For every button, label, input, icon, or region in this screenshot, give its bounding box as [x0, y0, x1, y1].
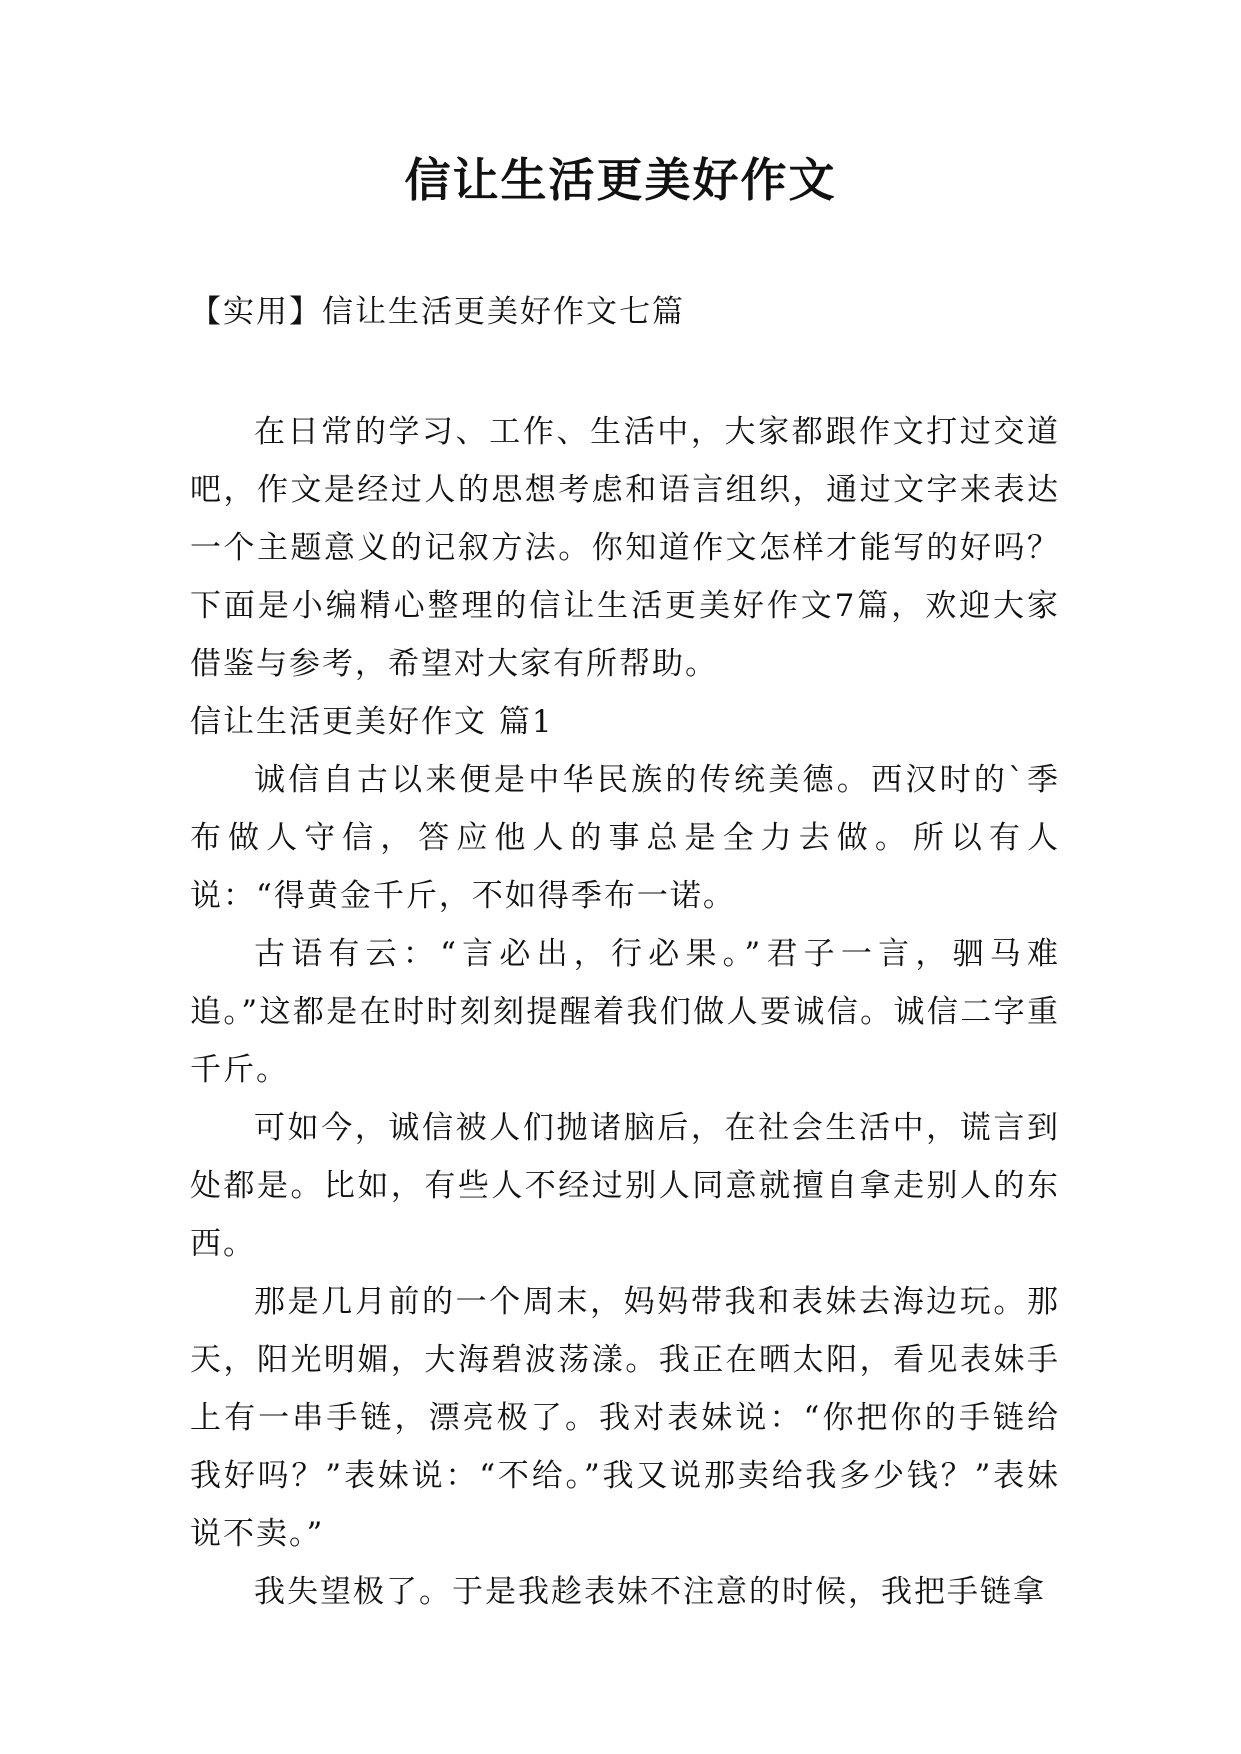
document-body: [190, 403, 1060, 1621]
body-paragraph: 古语有云：“言必出，行必果。”君子一言，驷马难追。”这都是在时时刻刻提醒着我们做人要诚信。诚信二字重千斤。: [190, 936, 1060, 1088]
body-paragraph: 我失望极了。于是我趁表妹不注意的时候，我把手链拿: [254, 1574, 1046, 1610]
section-heading: 信让生活更美好作文 篇1: [190, 704, 554, 740]
body-paragraph: 可如今，诚信被人们抛诸脑后，在社会生活中，谎言到处都是。比如，有些人不经过别人同意就擅自拿走别人的东西。: [190, 1110, 1060, 1262]
document-title: 信让生活更美好作文: [404, 153, 837, 207]
body-paragraph: 诚信自古以来便是中华民族的传统美德。西汉时的`季布做人守信，答应他人的事总是全力去做。所以有人说：“得黄金千斤，不如得季布一诺。: [190, 762, 1060, 914]
document-subtitle: 【实用】信让生活更美好作文七篇: [190, 294, 685, 330]
intro-paragraph: 在日常的学习、工作、生活中，大家都跟作文打过交道吧，作文是经过人的思想考虑和语言组织，通过文字来表达一个主题意义的记叙方法。你知道作文怎样才能写的好吗？下面是小编精心整理的信让生活更美好作文7篇，欢迎大家借鉴与参考，希望对大家有所帮助。: [190, 414, 1060, 682]
body-paragraph: 那是几月前的一个周末，妈妈带我和表妹去海边玩。那天，阳光明媚，大海碧波荡漾。我正在晒太阳，看见表妹手上有一串手链，漂亮极了。我对表妹说：“你把你的手链给我好吗？”表妹说：“不给。”我又说那卖给我多少钱？”表妹说不卖。”: [190, 1284, 1060, 1552]
